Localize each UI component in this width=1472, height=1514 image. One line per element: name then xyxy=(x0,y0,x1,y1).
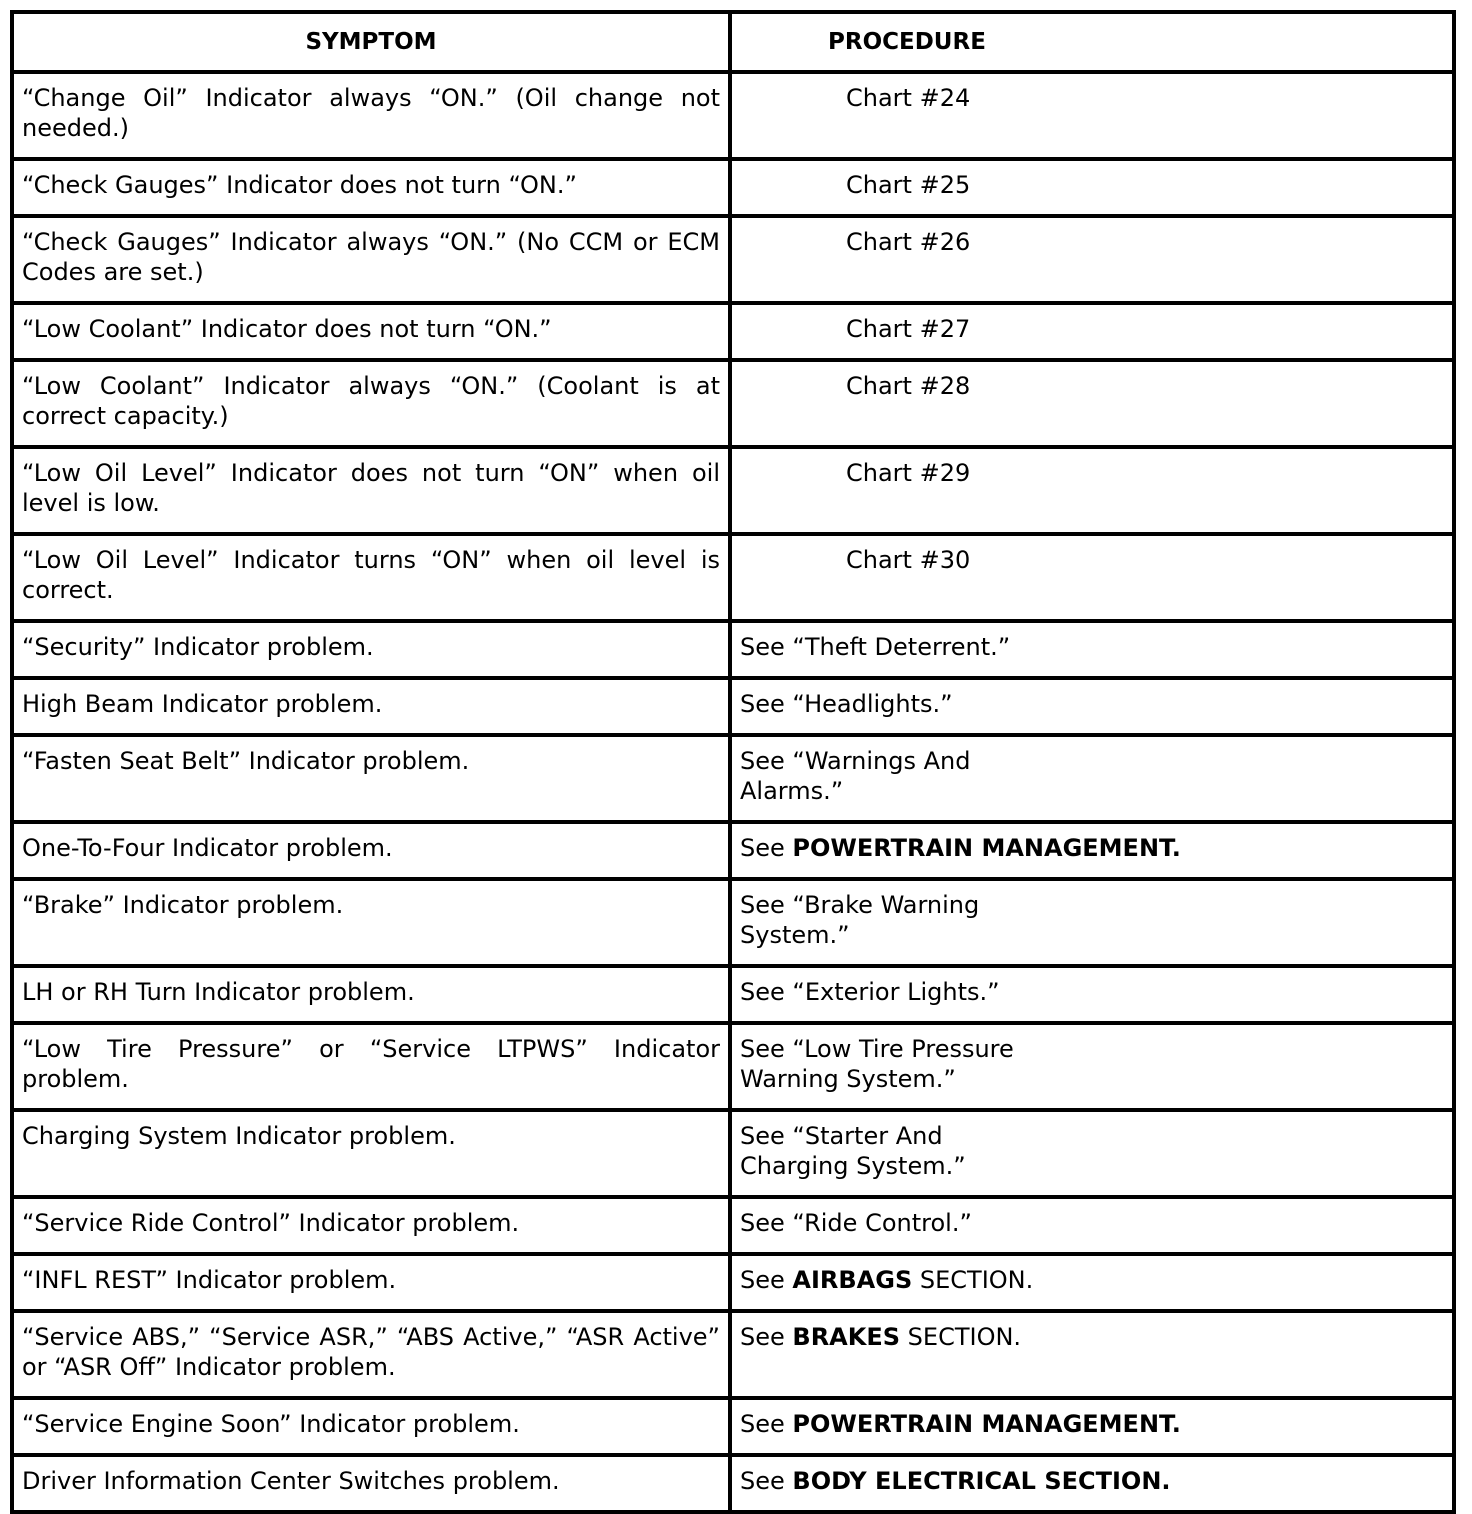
procedure-text: Chart #24 xyxy=(846,84,971,112)
symptom-cell: High Beam Indicator problem. xyxy=(12,678,730,735)
table-row xyxy=(12,1023,1454,1110)
table-row xyxy=(12,534,1454,621)
symptom-cell: “Low Oil Level” Indicator turns “ON” when oil level is correct. xyxy=(12,534,730,621)
procedure-cell xyxy=(730,735,1454,822)
procedure-cell xyxy=(730,621,1454,678)
symptom-cell: “Service ABS,” “Service ASR,” “ABS Active,” “ASR Active” or “ASR Off” Indicator problem. xyxy=(12,1311,730,1398)
procedure-text: SECTION. xyxy=(919,1266,1034,1294)
table-row xyxy=(12,678,1454,735)
procedure-text: Chart #28 xyxy=(846,372,971,400)
table-row xyxy=(12,360,1454,447)
procedure-cell xyxy=(730,879,1454,966)
procedure-text: See xyxy=(740,1266,785,1294)
procedure-text: Charging System.” xyxy=(740,1152,966,1180)
procedure-cell xyxy=(730,72,1454,159)
procedure-text: Warning System.” xyxy=(740,1065,956,1093)
table-row xyxy=(12,1398,1454,1455)
symptom-cell: “INFL REST” Indicator problem. xyxy=(12,1254,730,1311)
procedure-cell xyxy=(730,1023,1454,1110)
procedure-text: See xyxy=(740,1323,785,1351)
procedure-cell xyxy=(730,303,1454,360)
procedure-text: See “Brake Warning xyxy=(740,891,980,919)
procedure-column-header: PROCEDURE xyxy=(730,12,1454,72)
table-row xyxy=(12,879,1454,966)
symptom-cell: “Fasten Seat Belt” Indicator problem. xyxy=(12,735,730,822)
procedure-cell xyxy=(730,1110,1454,1197)
table-row xyxy=(12,159,1454,216)
procedure-cell xyxy=(730,678,1454,735)
table-row xyxy=(12,216,1454,303)
table-header-row xyxy=(12,12,1454,72)
symptom-cell: “Check Gauges” Indicator always “ON.” (No CCM or ECM Codes are set.) xyxy=(12,216,730,303)
procedure-cell xyxy=(730,1197,1454,1254)
procedure-cell xyxy=(730,534,1454,621)
procedure-cell xyxy=(730,1311,1454,1398)
symptom-cell: One-To-Four Indicator problem. xyxy=(12,822,730,879)
table-row xyxy=(12,1110,1454,1197)
symptom-cell: LH or RH Turn Indicator problem. xyxy=(12,966,730,1023)
symptom-cell: “Low Oil Level” Indicator does not turn “ON” when oil level is low. xyxy=(12,447,730,534)
symptom-cell: “Brake” Indicator problem. xyxy=(12,879,730,966)
symptom-cell: “Change Oil” Indicator always “ON.” (Oil change not needed.) xyxy=(12,72,730,159)
symptom-cell: “Service Ride Control” Indicator problem. xyxy=(12,1197,730,1254)
symptom-procedure-table xyxy=(10,10,1456,1514)
procedure-text: Alarms.” xyxy=(740,777,844,805)
table-row xyxy=(12,735,1454,822)
table-row xyxy=(12,822,1454,879)
table-row xyxy=(12,621,1454,678)
procedure-text: See “Theft Deterrent.” xyxy=(740,633,1011,661)
section-reference: BRAKES xyxy=(792,1323,901,1351)
procedure-text: See “Warnings And xyxy=(740,747,971,775)
procedure-cell xyxy=(730,447,1454,534)
procedure-cell xyxy=(730,966,1454,1023)
procedure-text: See xyxy=(740,1467,785,1495)
symptom-cell: Driver Information Center Switches problem. xyxy=(12,1455,730,1512)
symptom-cell: “Low Coolant” Indicator always “ON.” (Coolant is at correct capacity.) xyxy=(12,360,730,447)
procedure-cell xyxy=(730,159,1454,216)
procedure-text: Chart #25 xyxy=(846,171,971,199)
procedure-cell xyxy=(730,216,1454,303)
procedure-text: Chart #30 xyxy=(846,546,971,574)
procedure-cell xyxy=(730,1254,1454,1311)
procedure-text: See “Exterior Lights.” xyxy=(740,978,1000,1006)
table-row xyxy=(12,966,1454,1023)
procedure-text: See “Ride Control.” xyxy=(740,1209,972,1237)
symptom-cell: “Check Gauges” Indicator does not turn “ON.” xyxy=(12,159,730,216)
symptom-column-header: SYMPTOM xyxy=(12,12,730,72)
procedure-text: See “Low Tire Pressure xyxy=(740,1035,1014,1063)
procedure-text: System.” xyxy=(740,921,850,949)
section-reference: POWERTRAIN MANAGEMENT. xyxy=(792,1410,1181,1438)
procedure-text: Chart #29 xyxy=(846,459,971,487)
section-reference: POWERTRAIN MANAGEMENT. xyxy=(792,834,1181,862)
table-row xyxy=(12,72,1454,159)
table-row xyxy=(12,1455,1454,1512)
procedure-text: See xyxy=(740,1410,785,1438)
procedure-text: See “Headlights.” xyxy=(740,690,953,718)
procedure-text: See “Starter And xyxy=(740,1122,943,1150)
procedure-cell xyxy=(730,822,1454,879)
procedure-cell xyxy=(730,360,1454,447)
table-row xyxy=(12,447,1454,534)
section-reference: BODY ELECTRICAL SECTION. xyxy=(792,1467,1171,1495)
table-row xyxy=(12,1254,1454,1311)
procedure-cell xyxy=(730,1398,1454,1455)
procedure-text: Chart #26 xyxy=(846,228,971,256)
procedure-text: Chart #27 xyxy=(846,315,971,343)
procedure-cell xyxy=(730,1455,1454,1512)
symptom-cell: Charging System Indicator problem. xyxy=(12,1110,730,1197)
table-row xyxy=(12,1311,1454,1398)
symptom-cell: “Low Coolant” Indicator does not turn “ON.” xyxy=(12,303,730,360)
procedure-text: SECTION. xyxy=(907,1323,1022,1351)
table-row xyxy=(12,1197,1454,1254)
symptom-cell: “Low Tire Pressure” or “Service LTPWS” Indicator problem. xyxy=(12,1023,730,1110)
table-row xyxy=(12,303,1454,360)
section-reference: AIRBAGS xyxy=(792,1266,913,1294)
symptom-cell: “Security” Indicator problem. xyxy=(12,621,730,678)
symptom-cell: “Service Engine Soon” Indicator problem. xyxy=(12,1398,730,1455)
procedure-text: See xyxy=(740,834,785,862)
